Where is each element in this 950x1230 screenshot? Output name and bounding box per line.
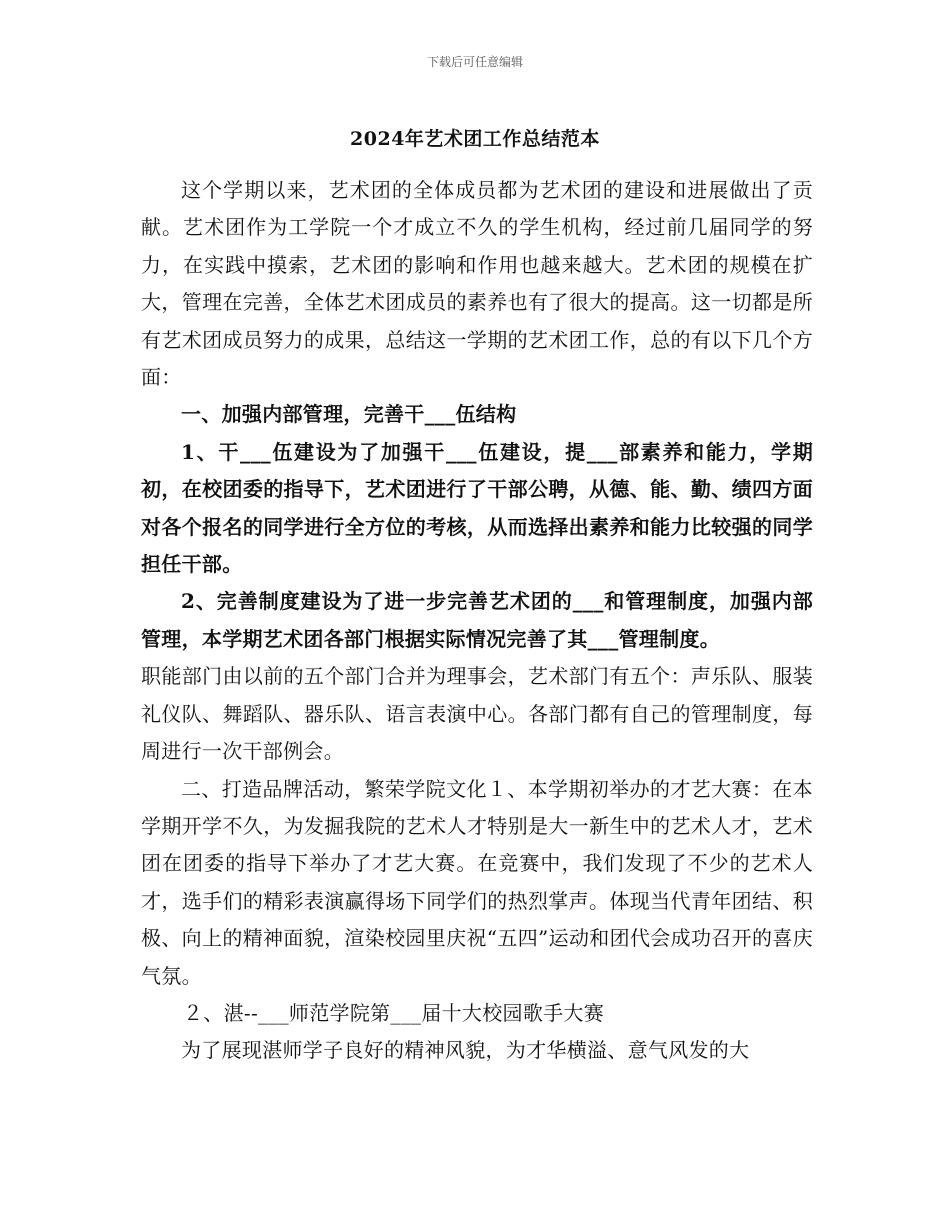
page-header-note: 下载后可任意编辑 xyxy=(426,55,523,69)
paragraph-departments: 职能部门由以前的五个部门合并为理事会，艺术部门有五个：声乐队、服装礼仪队、舞蹈队、器乐队、语言表演中心。各部门都有自己的管理制度，每周进行一次干部例会。 xyxy=(141,664,813,764)
paragraph-intro: 这个学期以来，艺术团的全体成员都为艺术团的建设和进展做出了贡献。艺术团作为工学院一个才成立不久的学生机构，经过前几届同学的努力，在实践中摸索，艺术团的影响和作用也越来越大。艺术团的规模在扩大，管理在完善，全体艺术团成员的素养也有了很大的提高。这一切都是所有艺术团成员努力的成果，总结这一学期的艺术团工作，总的有以下几个方面： xyxy=(141,178,813,390)
section-heading-1: 一、加强内部管理，完善干___伍结构 xyxy=(181,402,517,427)
paragraph-closing: 为了展现湛师学子良好的精神风貌，为才华横溢、意气风发的大 xyxy=(181,1038,750,1063)
document-body xyxy=(141,172,813,1070)
paragraph-singer-contest: ２、湛--___师范学院第___届十大校园歌手大赛 xyxy=(183,1000,605,1025)
document-title: 2024年艺术团工作总结范本 xyxy=(350,128,600,150)
paragraph-system-building: 2、完善制度建设为了进一步完善艺术团的___和管理制度，加强内部管理，本学期艺术团各部门根据实际情况完善了其___管理制度。 xyxy=(141,589,813,651)
paragraph-cadre-building: 1、干___伍建设为了加强干___伍建设，提___部素养和能力，学期初，在校团委的指导下，艺术团进行了干部公聘，从德、能、勤、绩四方面对各个报名的同学进行全方位的考核，从而选择出素养和能力比较强的同学担任干部。 xyxy=(141,439,813,577)
paragraph-brand-activities: 二、打造品牌活动，繁荣学院文化１、本学期初举办的才艺大赛：在本学期开学不久，为发掘我院的艺术人才特别是大一新生中的艺术人才，艺术团在团委的指导下举办了才艺大赛。在竞赛中，我们发现了不少的艺术人才，选手们的精彩表演赢得场下同学们的热烈掌声。体现当代青年团结、积极、向上的精神面貌，渲染校园里庆祝“五四”运动和团代会成功召开的喜庆气氛。 xyxy=(141,776,813,988)
